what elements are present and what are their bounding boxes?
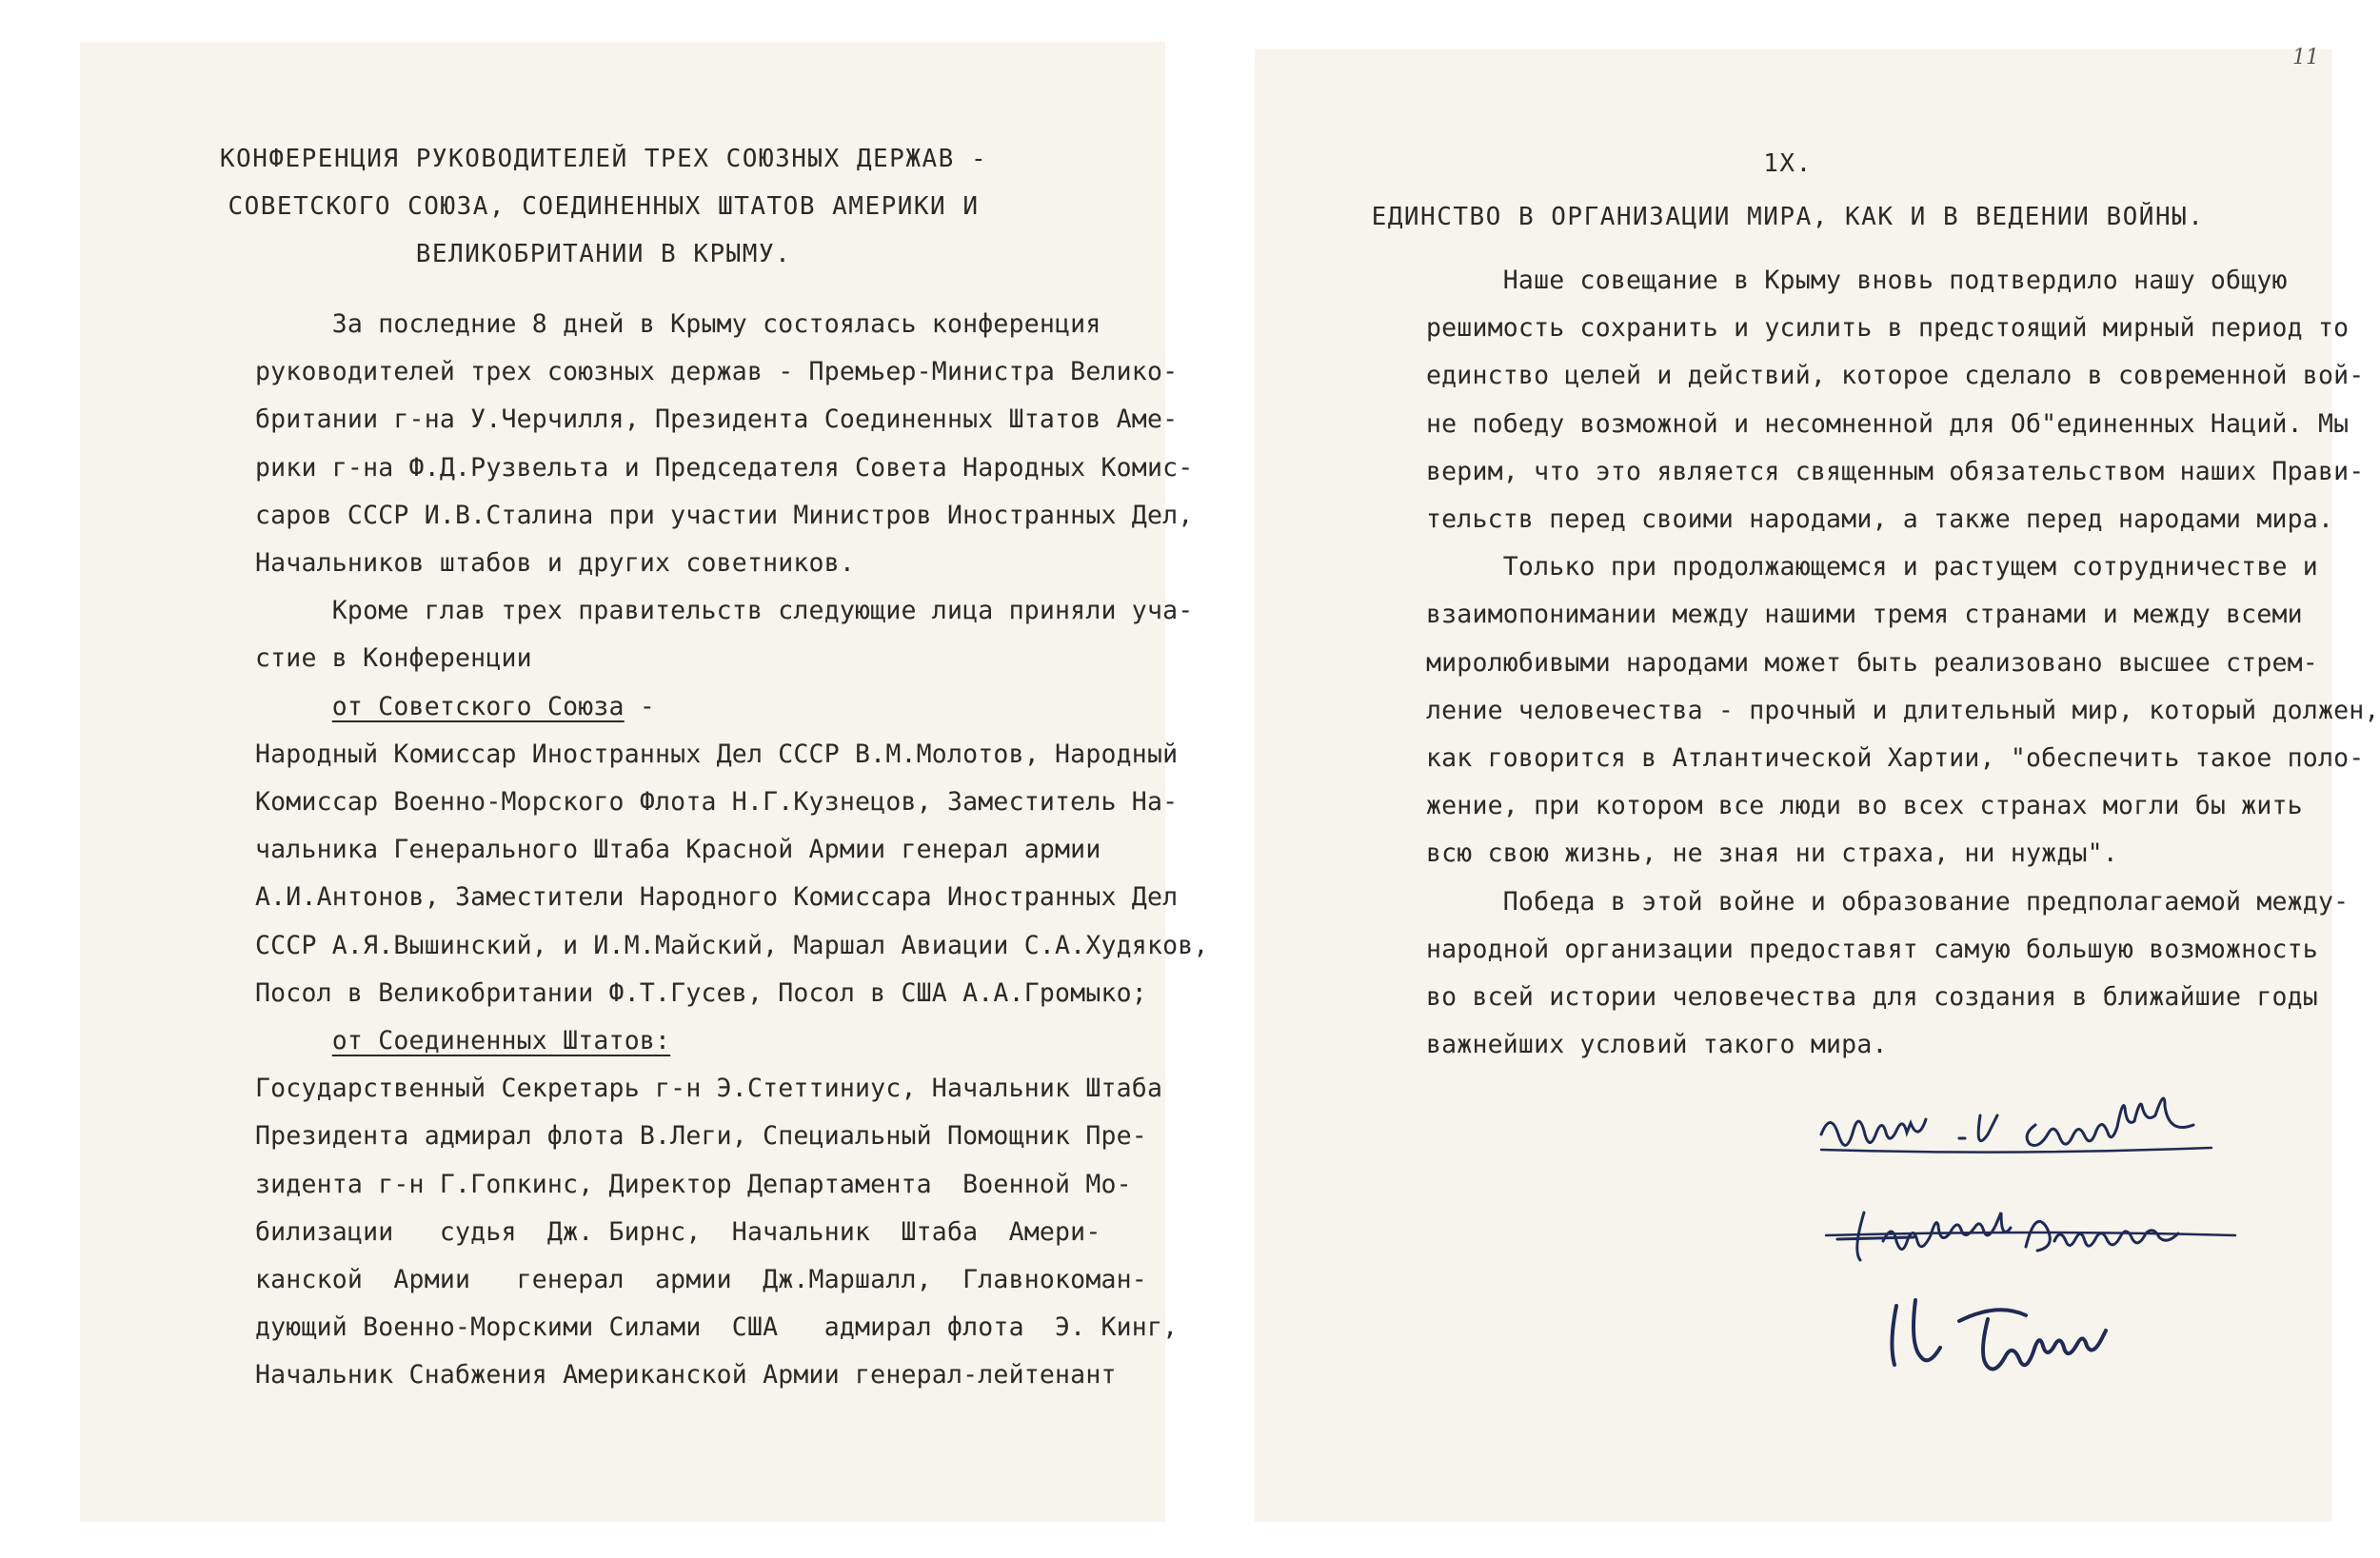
body-line: Кроме глав трех правительств следующие лица приняли уча- — [255, 596, 1194, 626]
body-line: единство целей и действий, которое сделало в современной вой- — [1426, 361, 2365, 391]
body-line: Победа в этой войне и образование предполагаемой между- — [1426, 886, 2350, 917]
body-line: верим, что это является священным обязательством наших Прави- — [1426, 456, 2365, 486]
conference-title — [185, 135, 1022, 278]
soviet-delegation-heading: от Советского Союза - — [331, 691, 656, 721]
body-line: тельств перед своими народами, а также перед народами мира. — [1426, 504, 2334, 535]
body-line: канской Армии генерал армии Дж.Маршалл, Главнокоман- — [255, 1265, 1147, 1295]
page-number: 11 — [2292, 46, 2319, 69]
body-line: британии г-на У.Черчилля, Президента Соединенных Штатов Аме- — [255, 404, 1179, 435]
body-line: Начальников штабов и других советников. — [255, 548, 856, 579]
section-heading — [1312, 137, 2264, 244]
body-line: во всей истории человечества для создания в ближайшие годы — [1426, 982, 2318, 1013]
signature-roosevelt — [1826, 1203, 2245, 1273]
body-line: билизации судья Дж. Бирнс, Начальник Штаба Амери- — [255, 1216, 1101, 1247]
body-line: миролюбивыми народами может быть реализовано высшее стрем- — [1426, 647, 2318, 678]
body-line: стие в Конференции — [255, 643, 532, 674]
body-line: Начальник Снабжения Американской Армии генерал-лейтенант — [255, 1360, 1117, 1390]
body-line: рики г-на Ф.Д.Рузвельта и Председателя Совета Народных Комис- — [255, 452, 1194, 483]
body-line: не победу возможной и несомненной для Об"единенных Наций. Мы — [1426, 408, 2350, 439]
body-line: Только при продолжающемся и растущем сотрудничестве и — [1426, 552, 2318, 582]
soviet-delegation-underlined: от Советского Союза — [331, 691, 625, 721]
body-line: зидента г-н Г.Гопкинс, Директор Департамента Военной Мо- — [255, 1169, 1132, 1199]
signature-stalin — [1883, 1287, 2169, 1386]
body-line: чальника Генерального Штаба Красной Армии генерал армии — [255, 835, 1101, 865]
body-line: Народный Комиссар Иностранных Дел СССР В.М.Молотов, Народный — [255, 739, 1179, 769]
body-line: А.И.Антонов, Заместители Народного Комиссара Иностранных Дел — [255, 882, 1179, 913]
right-document-page — [1255, 46, 2380, 1522]
left-document-page — [80, 42, 1209, 1522]
body-line: ление человечества - прочный и длительный мир, который должен, — [1426, 695, 2380, 725]
body-line: дующий Военно-Морскими Силами США адмирал флота Э. Кинг, — [255, 1312, 1179, 1343]
body-line: народной организации предоставят самую большую возможность — [1426, 934, 2318, 964]
title-line-1: КОНФЕРЕНЦИЯ РУКОВОДИТЕЛЕЙ ТРЕХ СОЮЗНЫХ ДЕРЖАВ - — [219, 145, 988, 173]
body-line: Государственный Секретарь г-н Э.Стеттиниус, Начальник Штаба — [255, 1074, 1163, 1104]
body-line: всю свою жизнь, не зная ни страха, ни нужды". — [1426, 838, 2118, 869]
body-line: СССР А.Я.Вышинский, и И.М.Майский, Маршал Авиации С.А.Худяков, — [255, 930, 1209, 960]
body-line: За последние 8 дней в Крыму состоялась конференция — [255, 309, 1101, 339]
title-line-3: ВЕЛИКОБРИТАНИИ В КРЫМУ. — [415, 240, 792, 268]
body-line: Наше совещание в Крыму вновь подтвердило нашу общую — [1426, 266, 2288, 295]
body-line: руководителей трех союзных держав - Премьер-Министра Велико- — [255, 357, 1179, 387]
body-line: Комиссар Военно-Морского Флота Н.Г.Кузнецов, Заместитель На- — [255, 787, 1179, 818]
body-line: жение, при котором все люди во всех странах могли бы жить — [1426, 791, 2303, 821]
body-line: Посол в Великобритании Ф.Т.Гусев, Посол в США А.А.Громыко; — [255, 977, 1147, 1008]
right-body-text — [1426, 257, 2380, 1069]
section-number: 1X. — [1763, 149, 1813, 178]
usa-delegation-underlined: от Соединенных Штатов: — [331, 1026, 671, 1056]
title-line-2: СОВЕТСКОГО СОЮЗА, СОЕДИНЕННЫХ ШТАТОВ АМЕРИКИ И — [228, 192, 980, 221]
body-line: как говорится в Атлантической Хартии, "обеспечить такое поло- — [1426, 743, 2365, 774]
body-line: взаимопонимании между нашими тремя странами и между всеми — [1426, 600, 2303, 630]
signature-churchill — [1816, 1096, 2235, 1167]
left-body-text — [255, 301, 1209, 1400]
body-line: саров СССР И.В.Сталина при участии Министров Иностранных Дел, — [255, 500, 1194, 530]
body-line: важнейших условий такого мира. — [1426, 1030, 1888, 1060]
usa-delegation-heading — [255, 1017, 1160, 1065]
section-title: ЕДИНСТВО В ОРГАНИЗАЦИИ МИРА, КАК И В ВЕДЕНИИ ВОЙНЫ. — [1371, 203, 2205, 231]
body-line: решимость сохранить и усилить в предстоящий мирный период то — [1426, 313, 2350, 344]
body-line: Президента адмирал флота В.Леги, Специальный Помощник Пре- — [255, 1121, 1147, 1152]
